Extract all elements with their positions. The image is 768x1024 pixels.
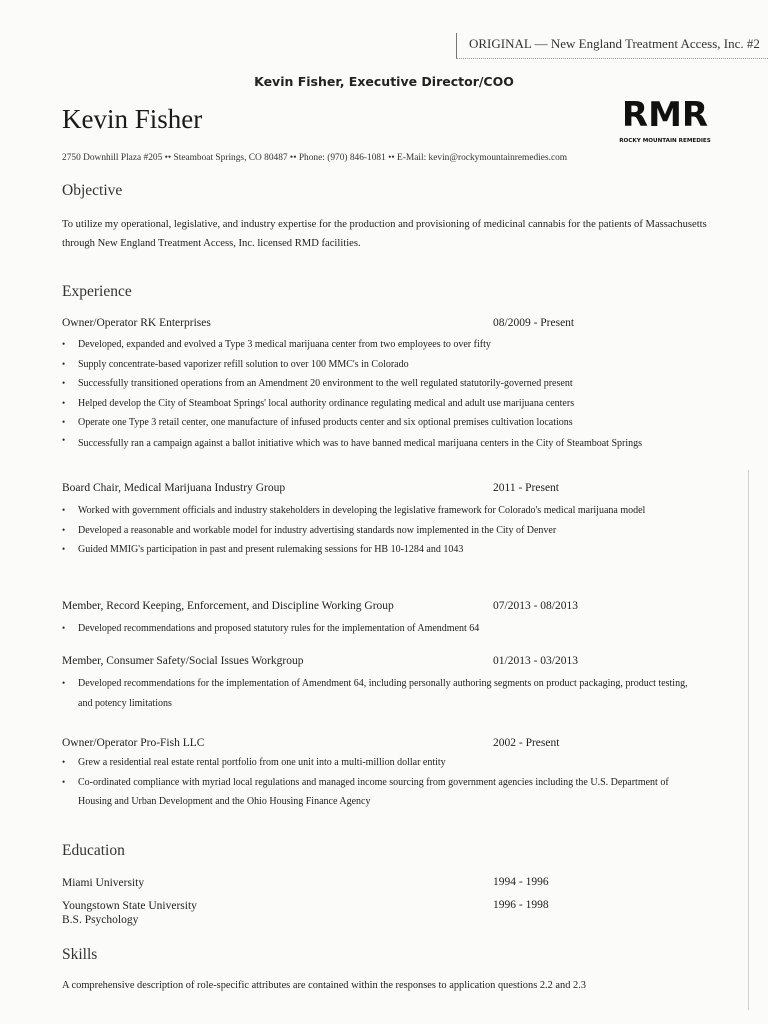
bullet-item: • Helped develop the City of Steamboat Springs' local authority ordinance regulating medical and adult use marijuana centers <box>62 394 690 414</box>
page-headline: Kevin Fisher, Executive Director/COO <box>254 74 514 89</box>
job-bullets <box>62 335 690 451</box>
logo-subtitle: ROCKY MOUNTAIN REMEDIES <box>619 138 711 144</box>
job-dates: 08/2009 - Present <box>493 317 575 329</box>
bullet-item: • Developed a reasonable and workable model for industry advertising standards now implemented in the City of Denver <box>62 521 690 541</box>
job-bullets <box>62 674 690 713</box>
education-heading: Education <box>62 842 125 859</box>
job-role: Member, Record Keeping, Enforcement, and Discipline Working Group <box>62 600 394 612</box>
job-dates: 2002 - Present <box>493 737 560 749</box>
bullet-item: • Co-ordinated compliance with myriad local regulations and managed income sourcing from government agencies including the U.S. Department of Housing and Urban Development and the Ohio Housing Finance Agency <box>62 773 690 812</box>
education-school: Youngstown State University <box>62 900 197 912</box>
logo-initials: RMR <box>621 95 709 135</box>
job-bullets <box>62 619 690 639</box>
objective-heading: Objective <box>62 182 123 199</box>
bullet-item: • Developed recommendations for the implementation of Amendment 64, including personally authoring segments on product packaging, product testing, and potency limitations <box>62 674 690 713</box>
job-role: Board Chair, Medical Marijuana Industry Group <box>62 482 286 494</box>
job-dates: 07/2013 - 08/2013 <box>493 600 578 612</box>
rmr-logo <box>615 92 715 146</box>
bullet-item: • Grew a residential real estate rental portfolio from one unit into a multi-million dollar entity <box>62 753 690 773</box>
job-dates: 2011 - Present <box>493 482 560 494</box>
job-role: Owner/Operator RK Enterprises <box>62 317 211 329</box>
original-stamp: ORIGINAL — New England Treatment Access, Inc. #2 <box>456 33 768 59</box>
bullet-item: • Developed recommendations and proposed statutory rules for the implementation of Amendment 64 <box>62 619 690 639</box>
education-degree: B.S. Psychology <box>62 914 139 926</box>
bullet-item: • Successfully transitioned operations from an Amendment 20 environment to the well regulated statutorily-governed present <box>62 374 690 394</box>
job-bullets <box>62 501 690 560</box>
bullet-item: • Operate one Type 3 retail center, one manufacture of infused products center and six optional premises cultivation locations <box>62 413 690 433</box>
bullet-item: • Successfully ran a campaign against a ballot initiative which was to have banned medical marijuana centers in the City of Steamboat Springs <box>62 433 690 451</box>
scan-edge-line <box>748 470 749 1010</box>
candidate-name: Kevin Fisher <box>62 104 203 134</box>
job-role: Member, Consumer Safety/Social Issues Workgroup <box>62 655 304 667</box>
job-dates: 01/2013 - 03/2013 <box>493 655 578 667</box>
bullet-item: • Worked with government officials and industry stakeholders in developing the legislative framework for Colorado's medical marijuana model <box>62 501 690 521</box>
objective-text: To utilize my operational, legislative, and industry expertise for the production and provisioning of medicinal cannabis for the patients of Massachusetts through New England Treatment Access, Inc. licensed RMD facilities. <box>62 219 707 249</box>
experience-heading: Experience <box>62 283 132 300</box>
contact-line: 2750 Downhill Plaza #205 •• Steamboat Springs, CO 80487 •• Phone: (970) 846-1081 •• E-Mail: kevin@rockymountainremedies.com <box>62 153 568 163</box>
bullet-item: • Guided MMIG's participation in past and present rulemaking sessions for HB 10-1284 and 1043 <box>62 540 690 560</box>
job-role: Owner/Operator Pro-Fish LLC <box>62 737 205 749</box>
skills-text: A comprehensive description of role-specific attributes are contained within the responses to application questions 2.2 and 2.3 <box>62 980 587 991</box>
education-dates: 1996 - 1998 <box>493 899 549 911</box>
skills-heading: Skills <box>62 946 98 963</box>
education-dates: 1994 - 1996 <box>493 876 549 888</box>
job-bullets <box>62 753 690 812</box>
education-school: Miami University <box>62 877 145 889</box>
bullet-item: • Supply concentrate-based vaporizer refill solution to over 100 MMC's in Colorado <box>62 355 690 375</box>
bullet-item: • Developed, expanded and evolved a Type 3 medical marijuana center from two employees to over fifty <box>62 335 690 355</box>
